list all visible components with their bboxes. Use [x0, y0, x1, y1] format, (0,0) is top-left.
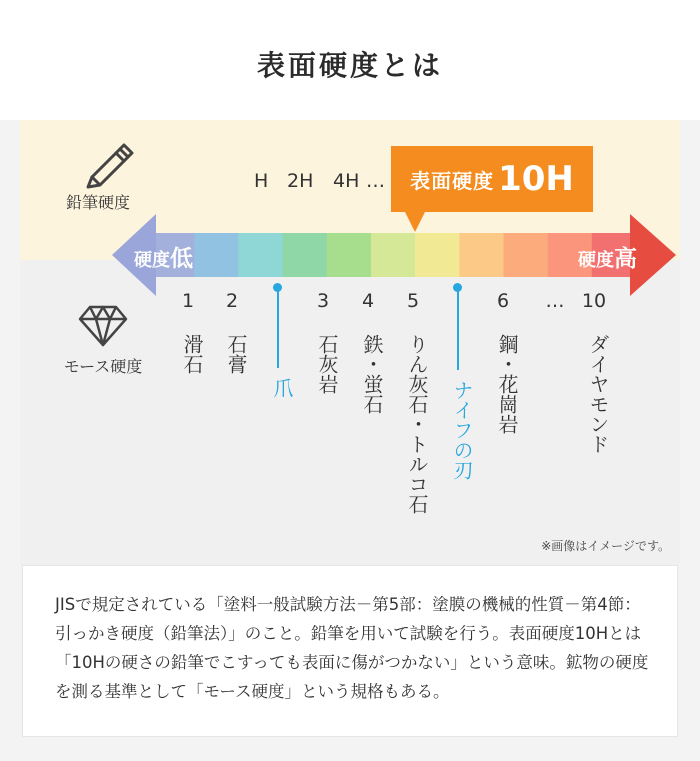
pencil-scale-4h: 4H — [333, 170, 360, 192]
arrow-left-text: 硬度 — [134, 250, 170, 271]
nail-marker-line — [277, 290, 279, 368]
arrow-left-big: 低 — [170, 246, 193, 272]
diamond-icon — [78, 303, 128, 347]
arrow-segment — [371, 233, 416, 277]
pencil-scale-h: H — [254, 170, 269, 192]
arrow-segment — [503, 233, 548, 277]
callout-value: 10H — [498, 159, 574, 199]
mohs-number-ellipsis: … — [545, 290, 565, 312]
pencil-hardness-label: 鉛筆硬度 — [65, 193, 130, 212]
mineral-nail: 爪 — [270, 378, 294, 398]
mohs-number-2: 2 — [225, 290, 239, 312]
arrow-segment — [327, 233, 372, 277]
pencil-scale-ellipsis: … — [366, 170, 385, 192]
arrow-right-big: 高 — [614, 246, 637, 272]
page-title: 表面硬度とは — [256, 49, 443, 82]
mineral-limestone: 石灰岩 — [315, 334, 339, 394]
arrow-segment — [238, 233, 283, 277]
arrow-segment — [283, 233, 328, 277]
arrow-segment — [194, 233, 239, 277]
arrow-segment — [415, 233, 460, 277]
mineral-iron-fluorite: 鉄・蛍石 — [360, 334, 384, 414]
description-box — [22, 565, 678, 737]
arrow-right-label — [578, 240, 637, 273]
description-text: JISで規定されている「塗料一般試験方法－第5部：塗膜の機械的性質－第4節：引っかき硬度（鉛筆法）」のこと。鉛筆を用いて試験を行う。表面硬度10Hとは「10Hの硬さの鉛筆でこすっても表面に傷がつかない」という意味。鉱物の硬度を測る基準として「モース硬度」という規格もある。 — [55, 595, 649, 701]
mohs-number-5: 5 — [406, 290, 420, 312]
mineral-knife-blade: ナイフの刃 — [450, 380, 474, 480]
mineral-diamond: ダイヤモンド — [586, 334, 610, 454]
image-note: ※画像はイメージです。 — [541, 539, 670, 553]
arrow-segment — [459, 233, 504, 277]
mineral-apatite-turquoise: りん灰石・トルコ石 — [405, 334, 429, 514]
pencil-scale-2h: 2H — [287, 170, 314, 192]
mineral-steel-granite: 鋼・花崗岩 — [495, 334, 519, 434]
mohs-number-3: 3 — [316, 290, 330, 312]
arrow-right-text: 硬度 — [578, 250, 614, 271]
mohs-number-10: 10 — [581, 290, 607, 312]
knife-marker-line — [457, 290, 459, 370]
callout-prefix: 表面硬度 — [410, 168, 495, 193]
mohs-number-6: 6 — [496, 290, 510, 312]
mohs-number-4: 4 — [361, 290, 375, 312]
mohs-hardness-label: モース硬度 — [63, 357, 143, 376]
mineral-talc: 滑石 — [180, 334, 204, 374]
arrow-left-label — [134, 240, 193, 273]
mohs-number-1: 1 — [181, 290, 195, 312]
mineral-gypsum: 石膏 — [224, 334, 248, 374]
